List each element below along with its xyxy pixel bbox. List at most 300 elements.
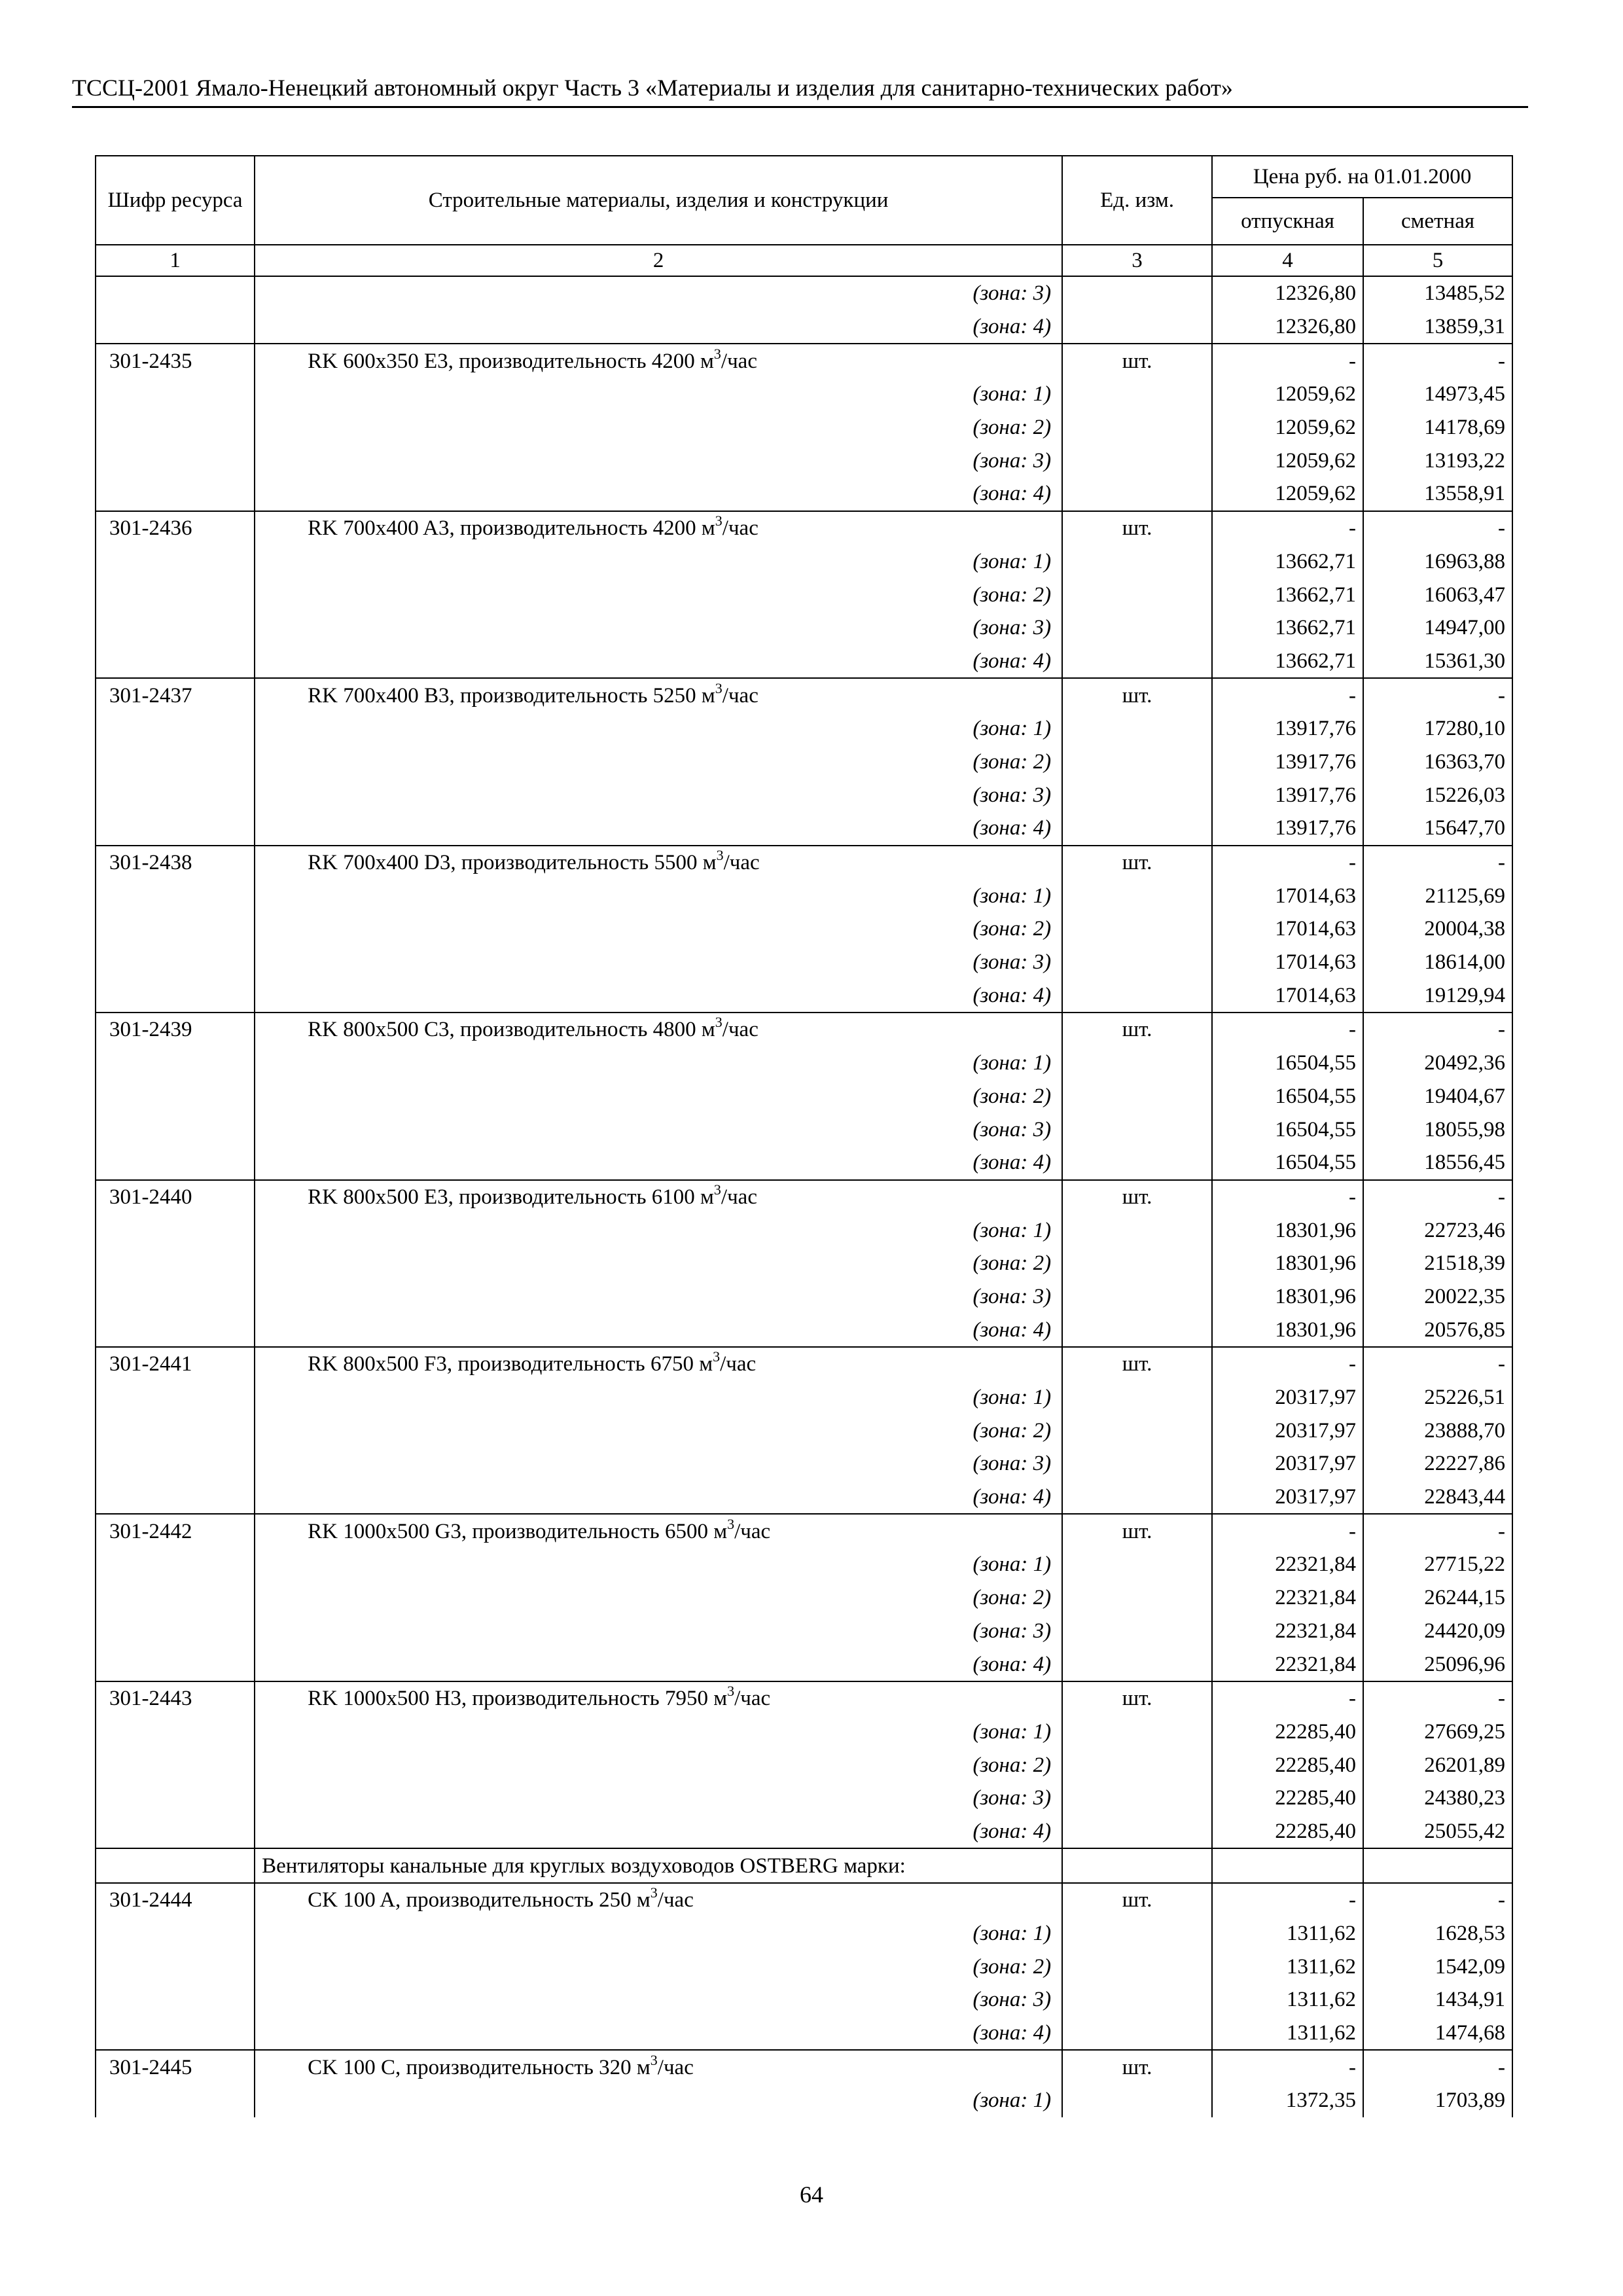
header-release-price: отпускная (1212, 198, 1363, 245)
estimate-price: 1434,91 (1363, 1983, 1512, 2017)
release-price: - (1212, 1347, 1363, 1381)
zone-label: (зона: 3) (255, 1782, 1062, 1815)
unit-exponent: 3 (715, 512, 722, 529)
unit-cell-empty (1062, 444, 1212, 477)
code-cell-empty (96, 1381, 255, 1414)
code-cell-empty (96, 912, 255, 946)
unit-cell-empty (1062, 912, 1212, 946)
zone-label: (зона: 2) (255, 1581, 1062, 1615)
release-price: 22321,84 (1212, 1548, 1363, 1581)
zone-row (96, 1247, 1512, 1280)
item-row (96, 511, 1512, 545)
unit-cell-empty (1062, 1748, 1212, 1782)
unit-cell-empty (1062, 378, 1212, 411)
unit-cell: шт. (1062, 678, 1212, 712)
code-cell-empty (96, 1983, 255, 2017)
zone-row (96, 1983, 1512, 2017)
column-number: 3 (1062, 245, 1212, 276)
unit-exponent: 3 (727, 1683, 735, 1700)
item-row (96, 1514, 1512, 1548)
estimate-price: 15226,03 (1363, 778, 1512, 812)
section-row (96, 1848, 1512, 1883)
item-name (255, 678, 1062, 712)
estimate-price: - (1363, 678, 1512, 712)
release-price: 12059,62 (1212, 477, 1363, 511)
item-row (96, 2050, 1512, 2084)
code-cell-empty (96, 444, 255, 477)
zone-label: (зона: 1) (255, 1381, 1062, 1414)
zone-label: (зона: 4) (255, 1647, 1062, 1681)
zone-label: (зона: 1) (255, 1548, 1062, 1581)
item-name (255, 1013, 1062, 1047)
column-number: 1 (96, 245, 255, 276)
zone-label: (зона: 3) (255, 611, 1062, 645)
estimate-price: 14178,69 (1363, 411, 1512, 444)
item-name (255, 344, 1062, 378)
estimate-price: 21125,69 (1363, 879, 1512, 912)
item-name-text: RK 600x350 E3, производительность 4200 м (308, 349, 714, 373)
unit-cell-empty (1062, 778, 1212, 812)
estimate-price: 14973,45 (1363, 378, 1512, 411)
zone-label: (зона: 4) (255, 1815, 1062, 1849)
estimate-price: 24380,23 (1363, 1782, 1512, 1815)
unit-cell-empty (1062, 879, 1212, 912)
zone-row (96, 879, 1512, 912)
estimate-price: 21518,39 (1363, 1247, 1512, 1280)
code-cell-empty (96, 1447, 255, 1480)
code-cell-empty (96, 1848, 255, 1883)
unit-cell-empty (1062, 1447, 1212, 1480)
release-price: 13662,71 (1212, 578, 1363, 611)
resource-code: 301-2440 (96, 1180, 255, 1214)
code-cell-empty (96, 1782, 255, 1815)
item-name (255, 1514, 1062, 1548)
estimate-price: 20022,35 (1363, 1280, 1512, 1314)
estimate-price: 13193,22 (1363, 444, 1512, 477)
release-price: 13917,76 (1212, 712, 1363, 745)
unit-cell: шт. (1062, 1681, 1212, 1715)
estimate-price: 18556,45 (1363, 1146, 1512, 1180)
section-heading: Вентиляторы канальные для круглых воздуховодов OSTBERG марки: (255, 1848, 1062, 1883)
zone-label: (зона: 3) (255, 778, 1062, 812)
release-price: 22285,40 (1212, 1815, 1363, 1849)
zone-label: (зона: 3) (255, 1615, 1062, 1648)
estimate-price: 26244,15 (1363, 1581, 1512, 1615)
header-price-group: Цена руб. на 01.01.2000 (1212, 156, 1512, 198)
estimate-price: 13558,91 (1363, 477, 1512, 511)
zone-row (96, 2017, 1512, 2051)
estimate-price: 16363,70 (1363, 745, 1512, 779)
release-price: 22285,40 (1212, 1715, 1363, 1749)
resource-code: 301-2441 (96, 1347, 255, 1381)
unit-cell-empty (1062, 1146, 1212, 1180)
item-name-text: RK 700x400 A3, производительность 4200 м (308, 516, 715, 541)
zone-label: (зона: 2) (255, 745, 1062, 779)
price-table (95, 155, 1513, 2117)
item-name-text: RK 1000x500 G3, производительность 6500 м (308, 1519, 728, 1543)
unit-cell-empty (1062, 978, 1212, 1013)
unit-cell-empty (1062, 1247, 1212, 1280)
release-price: 16504,55 (1212, 1146, 1363, 1180)
item-name-text: RK 700x400 B3, производительность 5250 м (308, 683, 715, 708)
estimate-price: 18055,98 (1363, 1113, 1512, 1146)
estimate-price: 19129,94 (1363, 978, 1512, 1013)
item-name-text: RK 800x500 E3, производительность 6100 м (308, 1185, 714, 1209)
release-price: 16504,55 (1212, 1113, 1363, 1146)
header-estimate-price: сметная (1363, 198, 1512, 245)
code-cell-empty (96, 946, 255, 979)
unit-cell-empty (1062, 645, 1212, 679)
item-name-suffix: /час (723, 851, 760, 875)
zone-label: (зона: 4) (255, 2017, 1062, 2051)
item-name-suffix: /час (721, 349, 757, 373)
estimate-price: 19404,67 (1363, 1080, 1512, 1113)
code-cell-empty (96, 276, 255, 310)
estimate-cell-empty (1363, 1848, 1512, 1883)
code-cell-empty (96, 578, 255, 611)
zone-label: (зона: 4) (255, 812, 1062, 846)
unit-cell-empty (1062, 2084, 1212, 2117)
item-name (255, 1347, 1062, 1381)
zone-row (96, 611, 1512, 645)
code-cell-empty (96, 1313, 255, 1347)
zone-row (96, 477, 1512, 511)
item-name-text: RK 800x500 F3, производительность 6750 м (308, 1352, 713, 1376)
zone-row (96, 1782, 1512, 1815)
item-name-suffix: /час (657, 1888, 694, 1912)
release-price: 18301,96 (1212, 1280, 1363, 1314)
unit-exponent: 3 (713, 1348, 721, 1365)
estimate-price: 1542,09 (1363, 1950, 1512, 1983)
zone-label: (зона: 3) (255, 1447, 1062, 1480)
unit-cell-empty (1062, 2017, 1212, 2051)
unit-cell-empty (1062, 1782, 1212, 1815)
zone-label: (зона: 2) (255, 578, 1062, 611)
item-name-suffix: /час (722, 683, 758, 708)
release-price: 22285,40 (1212, 1782, 1363, 1815)
unit-cell-empty (1062, 1815, 1212, 1849)
release-price: 1372,35 (1212, 2084, 1363, 2117)
release-price: 20317,97 (1212, 1480, 1363, 1515)
estimate-price: 22227,86 (1363, 1447, 1512, 1480)
unit-cell-empty (1062, 578, 1212, 611)
zone-label: (зона: 2) (255, 1748, 1062, 1782)
release-price: 18301,96 (1212, 1213, 1363, 1247)
release-price: 20317,97 (1212, 1447, 1363, 1480)
item-name-suffix: /час (734, 1687, 771, 1711)
estimate-price: 1628,53 (1363, 1917, 1512, 1950)
item-name-suffix: /час (721, 1185, 757, 1209)
code-cell-empty (96, 1748, 255, 1782)
unit-cell: шт. (1062, 1180, 1212, 1214)
unit-cell-empty (1062, 946, 1212, 979)
zone-row (96, 946, 1512, 979)
zone-row (96, 1381, 1512, 1414)
unit-cell-empty (1062, 1917, 1212, 1950)
zone-label: (зона: 4) (255, 310, 1062, 344)
code-cell-empty (96, 879, 255, 912)
zone-label: (зона: 3) (255, 1280, 1062, 1314)
unit-cell-empty (1062, 1381, 1212, 1414)
zone-row (96, 1447, 1512, 1480)
table-header (96, 156, 1512, 276)
zone-row (96, 1917, 1512, 1950)
release-price: - (1212, 1514, 1363, 1548)
code-cell-empty (96, 2017, 255, 2051)
estimate-price: 25226,51 (1363, 1381, 1512, 1414)
unit-cell: шт. (1062, 1514, 1212, 1548)
unit-cell-empty (1062, 1581, 1212, 1615)
release-price: - (1212, 846, 1363, 880)
item-name-suffix: /час (657, 2055, 694, 2079)
code-cell-empty (96, 2084, 255, 2117)
code-cell-empty (96, 645, 255, 679)
release-price: 17014,63 (1212, 946, 1363, 979)
unit-cell-empty (1062, 1950, 1212, 1983)
zone-label: (зона: 4) (255, 1313, 1062, 1347)
release-price: 12326,80 (1212, 276, 1363, 310)
resource-code: 301-2438 (96, 846, 255, 880)
zone-label: (зона: 1) (255, 1213, 1062, 1247)
unit-cell-empty (1062, 1414, 1212, 1447)
code-cell-empty (96, 1715, 255, 1749)
unit-cell-empty (1062, 1080, 1212, 1113)
code-cell-empty (96, 411, 255, 444)
release-price: 12059,62 (1212, 444, 1363, 477)
estimate-price: - (1363, 1180, 1512, 1214)
zone-row (96, 1715, 1512, 1749)
estimate-price: 16963,88 (1363, 545, 1512, 579)
unit-exponent: 3 (650, 1884, 658, 1901)
zone-row (96, 1581, 1512, 1615)
release-price: 20317,97 (1212, 1414, 1363, 1447)
unit-cell-empty (1062, 276, 1212, 310)
zone-row (96, 745, 1512, 779)
unit-exponent: 3 (715, 679, 722, 696)
column-number-row (96, 245, 1512, 276)
release-price: 13917,76 (1212, 812, 1363, 846)
resource-code: 301-2443 (96, 1681, 255, 1715)
estimate-price: 25096,96 (1363, 1647, 1512, 1681)
release-price: 13917,76 (1212, 778, 1363, 812)
estimate-price: - (1363, 1347, 1512, 1381)
estimate-price: 13485,52 (1363, 276, 1512, 310)
estimate-price: 23888,70 (1363, 1414, 1512, 1447)
zone-label: (зона: 1) (255, 378, 1062, 411)
zone-label: (зона: 3) (255, 444, 1062, 477)
zone-label: (зона: 1) (255, 712, 1062, 745)
zone-label: (зона: 2) (255, 1247, 1062, 1280)
code-cell-empty (96, 310, 255, 344)
unit-exponent: 3 (713, 1181, 721, 1198)
zone-row (96, 545, 1512, 579)
zone-row (96, 1748, 1512, 1782)
release-price: 16504,55 (1212, 1047, 1363, 1080)
release-price: 22285,40 (1212, 1748, 1363, 1782)
zone-row (96, 778, 1512, 812)
item-name (255, 511, 1062, 545)
estimate-price: - (1363, 511, 1512, 545)
release-price: 22321,84 (1212, 1615, 1363, 1648)
release-price: - (1212, 1681, 1363, 1715)
unit-cell-empty (1062, 411, 1212, 444)
zone-row (96, 1213, 1512, 1247)
unit-exponent: 3 (713, 345, 721, 362)
unit-cell-empty (1062, 1983, 1212, 2017)
item-name (255, 846, 1062, 880)
zone-row (96, 1548, 1512, 1581)
item-name-suffix: /час (722, 1018, 758, 1042)
code-cell-empty (96, 1247, 255, 1280)
zone-row (96, 912, 1512, 946)
code-cell-empty (96, 1581, 255, 1615)
unit-cell-empty (1062, 477, 1212, 511)
header-rule (72, 106, 1528, 108)
code-cell-empty (96, 778, 255, 812)
unit-cell-empty (1062, 712, 1212, 745)
code-cell-empty (96, 812, 255, 846)
item-name-suffix: /час (734, 1519, 771, 1543)
zone-label: (зона: 2) (255, 1080, 1062, 1113)
release-price: 12059,62 (1212, 378, 1363, 411)
item-name (255, 2050, 1062, 2084)
zone-label: (зона: 4) (255, 978, 1062, 1013)
estimate-price: 1703,89 (1363, 2084, 1512, 2117)
item-row (96, 1013, 1512, 1047)
release-price: 13662,71 (1212, 545, 1363, 579)
resource-code: 301-2445 (96, 2050, 255, 2084)
release-price: 18301,96 (1212, 1313, 1363, 1347)
unit-cell-empty (1062, 1615, 1212, 1648)
unit-exponent: 3 (650, 2051, 658, 2068)
estimate-price: 25055,42 (1363, 1815, 1512, 1849)
resource-code: 301-2437 (96, 678, 255, 712)
zone-row (96, 1480, 1512, 1515)
estimate-price: 24420,09 (1363, 1615, 1512, 1648)
code-cell-empty (96, 1113, 255, 1146)
release-price: 1311,62 (1212, 1950, 1363, 1983)
zone-label: (зона: 4) (255, 477, 1062, 511)
code-cell-empty (96, 1548, 255, 1581)
code-cell-empty (96, 1047, 255, 1080)
zone-row (96, 1414, 1512, 1447)
estimate-price: 13859,31 (1363, 310, 1512, 344)
zone-row (96, 411, 1512, 444)
zone-row (96, 1047, 1512, 1080)
code-cell-empty (96, 477, 255, 511)
estimate-price: - (1363, 344, 1512, 378)
zone-row (96, 1280, 1512, 1314)
unit-cell: шт. (1062, 1347, 1212, 1381)
unit-cell: шт. (1062, 2050, 1212, 2084)
zone-row (96, 2084, 1512, 2117)
code-cell-empty (96, 1950, 255, 1983)
code-cell-empty (96, 745, 255, 779)
unit-cell-empty (1062, 310, 1212, 344)
zone-row (96, 1113, 1512, 1146)
unit-cell-empty (1062, 1480, 1212, 1515)
zone-row (96, 378, 1512, 411)
item-name (255, 1681, 1062, 1715)
release-price: 12326,80 (1212, 310, 1363, 344)
release-price: - (1212, 1013, 1363, 1047)
page-number: 64 (800, 2181, 823, 2208)
unit-cell-empty (1062, 1548, 1212, 1581)
item-name-text: CK 100 A, производительность 250 м (308, 1888, 651, 1912)
estimate-price: 26201,89 (1363, 1748, 1512, 1782)
table-body (96, 276, 1512, 2117)
unit-cell-empty (1062, 611, 1212, 645)
item-name-suffix: /час (722, 516, 758, 541)
code-cell-empty (96, 545, 255, 579)
release-price: 18301,96 (1212, 1247, 1363, 1280)
zone-row (96, 276, 1512, 310)
release-price: 13917,76 (1212, 745, 1363, 779)
header-materials: Строительные материалы, изделия и конструкции (255, 156, 1062, 245)
release-price: 13662,71 (1212, 611, 1363, 645)
unit-cell: шт. (1062, 846, 1212, 880)
release-price: - (1212, 1883, 1363, 1917)
unit-cell: шт. (1062, 344, 1212, 378)
zone-row (96, 1080, 1512, 1113)
zone-row (96, 310, 1512, 344)
unit-cell-empty (1062, 812, 1212, 846)
code-cell-empty (96, 978, 255, 1013)
unit-cell-empty (1062, 1647, 1212, 1681)
estimate-price: - (1363, 1681, 1512, 1715)
item-name-text: CK 100 C, производительность 320 м (308, 2055, 651, 2079)
unit-cell-empty (1062, 1280, 1212, 1314)
estimate-price: 20576,85 (1363, 1313, 1512, 1347)
header-resource-code: Шифр ресурса (96, 156, 255, 245)
zone-label: (зона: 4) (255, 1146, 1062, 1180)
release-price: 1311,62 (1212, 2017, 1363, 2051)
unit-exponent: 3 (716, 847, 724, 864)
release-price: 13662,71 (1212, 645, 1363, 679)
estimate-price: - (1363, 2050, 1512, 2084)
unit-cell-empty (1062, 1313, 1212, 1347)
zone-label: (зона: 2) (255, 411, 1062, 444)
estimate-price: - (1363, 1013, 1512, 1047)
zone-row (96, 1313, 1512, 1347)
item-name-suffix: /час (720, 1352, 757, 1376)
zone-label: (зона: 1) (255, 879, 1062, 912)
zone-row (96, 1615, 1512, 1648)
unit-cell: шт. (1062, 1883, 1212, 1917)
resource-code: 301-2436 (96, 511, 255, 545)
release-cell-empty (1212, 1848, 1363, 1883)
estimate-price: 16063,47 (1363, 578, 1512, 611)
estimate-price: 15361,30 (1363, 645, 1512, 679)
resource-code: 301-2439 (96, 1013, 255, 1047)
unit-cell-empty (1062, 1848, 1212, 1883)
zone-label: (зона: 2) (255, 912, 1062, 946)
estimate-price: - (1363, 846, 1512, 880)
estimate-price: 22723,46 (1363, 1213, 1512, 1247)
unit-exponent: 3 (715, 1014, 722, 1031)
estimate-price: 27715,22 (1363, 1548, 1512, 1581)
item-row (96, 1883, 1512, 1917)
estimate-price: 15647,70 (1363, 812, 1512, 846)
column-number: 4 (1212, 245, 1363, 276)
item-row (96, 678, 1512, 712)
code-cell-empty (96, 1213, 255, 1247)
code-cell-empty (96, 712, 255, 745)
item-name (255, 1883, 1062, 1917)
item-name (255, 1180, 1062, 1214)
zone-label: (зона: 1) (255, 2084, 1062, 2117)
estimate-price: 22843,44 (1363, 1480, 1512, 1515)
